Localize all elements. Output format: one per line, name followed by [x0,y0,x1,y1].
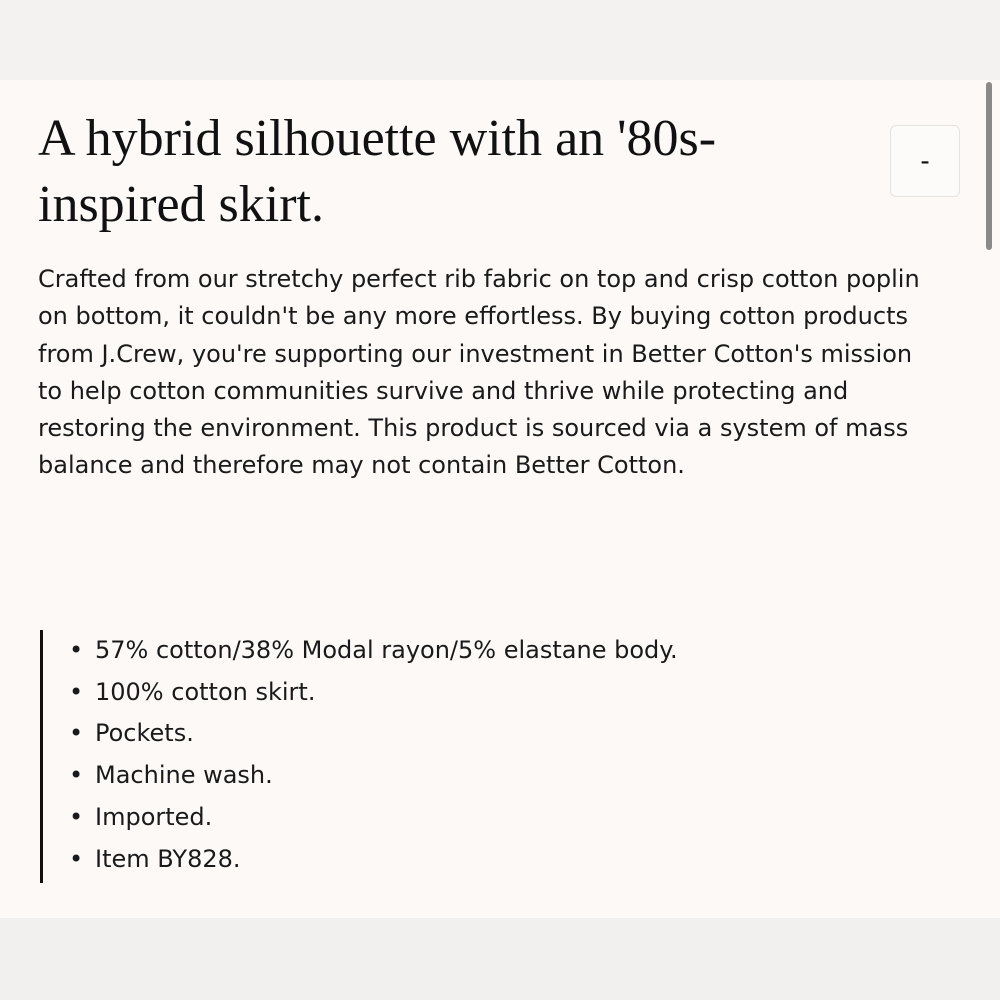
detail-item: • 100% cotton skirt. [95,672,843,714]
product-headline: A hybrid silhouette with an '80s-inspired skirt. [38,110,717,233]
minus-icon: - [920,145,930,176]
detail-item: • Item BY828. [95,839,843,881]
scrollbar-thumb[interactable] [986,82,992,250]
detail-item: • 57% cotton/38% Modal rayon/5% elastane body. [95,630,843,672]
product-details-panel [0,80,1000,918]
top-margin [0,0,1000,80]
product-description: Crafted from our stretchy perfect rib fabric on top and crisp cotton poplin on bottom, it couldn't be any more effortless. By buying cotton products from J.Crew, you're supporting our investment in Better Cotton's mission to help cotton communities survive and thrive while protecting and restoring the environment. This product is sourced via a system of mass balance and therefore may not contain Better Cotton. [38,265,920,480]
detail-item: • Imported. [95,797,843,839]
bottom-margin [0,918,1000,1000]
collapse-toggle-button[interactable] [890,125,960,197]
detail-item: • Pockets. [95,713,843,755]
detail-item: • Machine wash. [95,755,843,797]
product-details-list [40,630,843,883]
